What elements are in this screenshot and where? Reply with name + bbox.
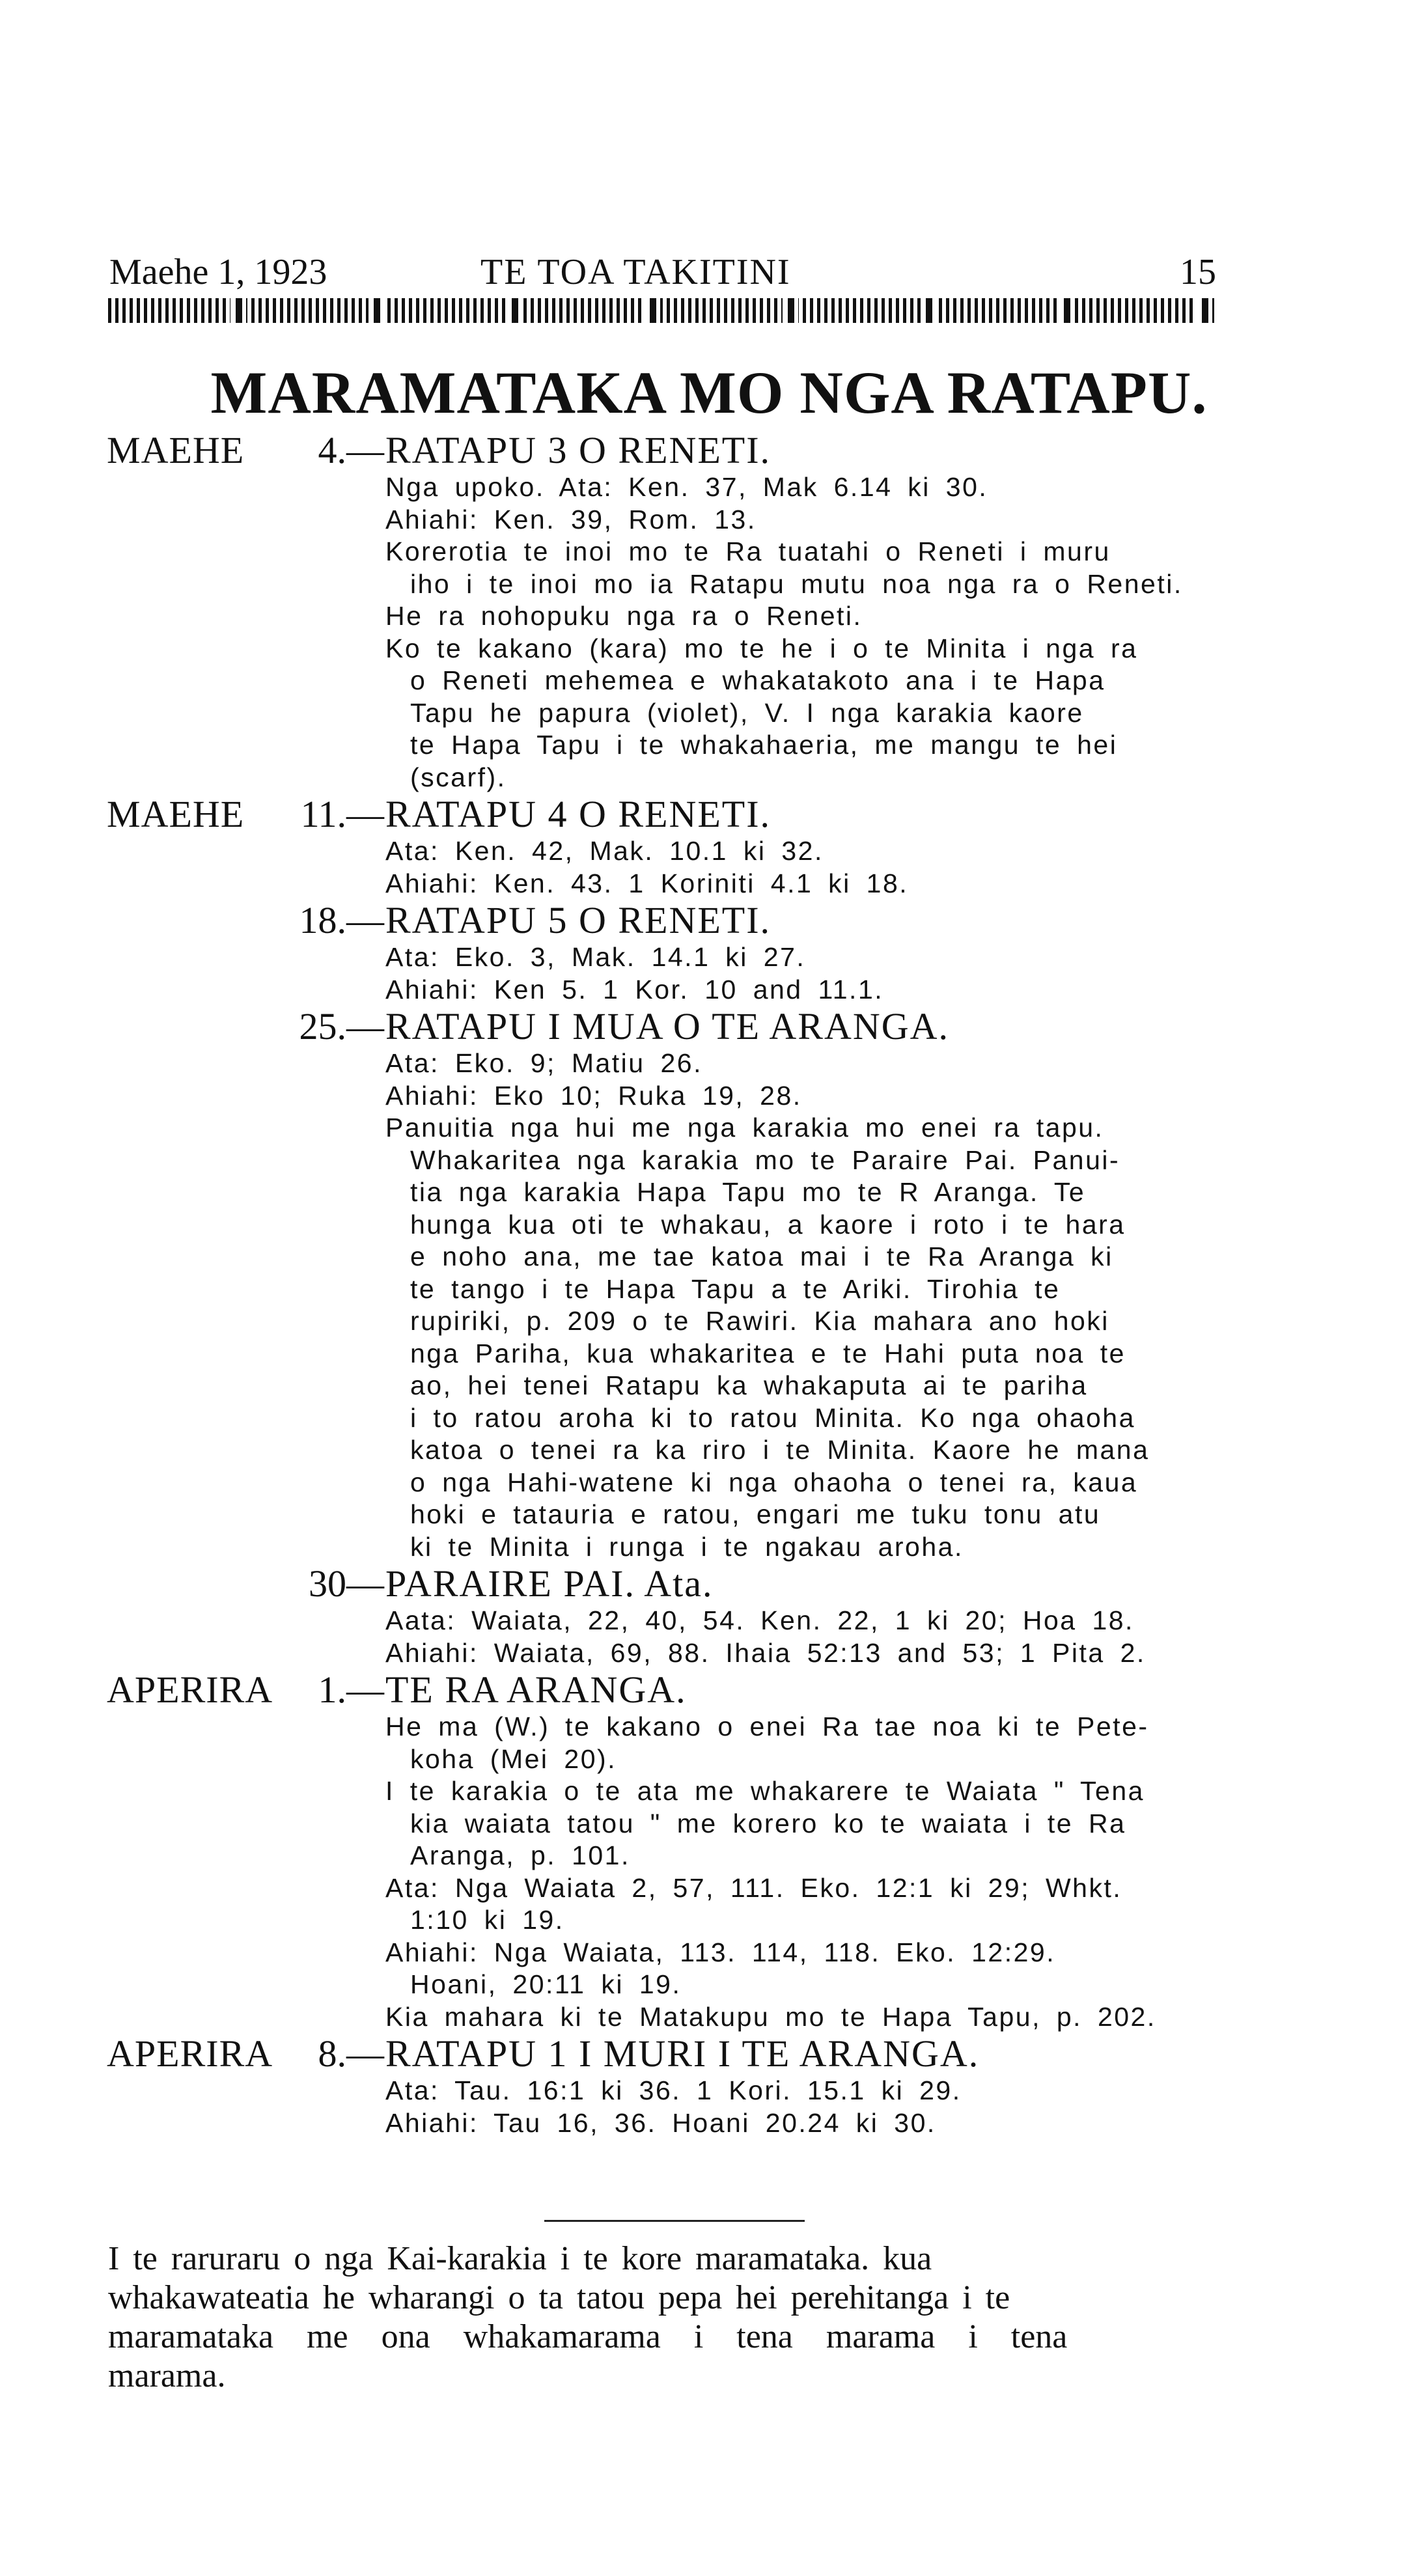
reading-line: Ata: Nga Waiata 2, 57, 111. Eko. 12:1 ki 29; Whkt. [385,1872,1122,1903]
calendar-entry [0,2033,1418,2139]
entry-readings [0,471,1418,794]
entry-heading [0,430,1418,471]
reading-line: Ahiahi: Tau 16, 36. Hoani 20.24 ki 30. [385,2107,936,2138]
entry-readings [0,1605,1418,1669]
reading-line: Ahiahi: Ken. 39, Rom. 13. [385,504,757,534]
entry-month: APERIRA [107,2032,273,2075]
reading-line: Whakaritea nga karakia mo te Paraire Pai. Panui- [410,1144,1120,1175]
entry-heading [0,1563,1418,1605]
entry-month: MAEHE [107,793,245,835]
reading-line: iho i te inoi mo ia Ratapu mutu noa nga ra o Reneti. [410,568,1183,599]
reading-line: Ahiahi: Ken. 43. 1 Koriniti 4.1 ki 18. [385,868,909,898]
entry-heading [0,794,1418,835]
reading-line: rupiriki, p. 209 o te Rawiri. Kia mahara ano hoki [410,1306,1109,1336]
closing-line: marama. [108,2357,226,2394]
reading-line: 1:10 ki 19. [410,1905,564,1935]
reading-line: Ata: Tau. 16:1 ki 36. 1 Kori. 15.1 ki 29. [385,2075,962,2105]
reading-line: Kia mahara ki te Matakupu mo te Hapa Tapu, p. 202. [385,2001,1156,2032]
calendar-entry [0,1563,1418,1669]
reading-line: Ahiahi: Eko 10; Ruka 19, 28. [385,1080,802,1111]
reading-line: Ahiahi: Ken 5. 1 Kor. 10 and 11.1. [385,974,884,1004]
entry-date: 30— [309,1562,384,1605]
reading-line: He ra nohopuku nga ra o Reneti. [385,601,863,631]
entry-readings [0,941,1418,1006]
reading-line: Nga upoko. Ata: Ken. 37, Mak 6.14 ki 30. [385,472,988,502]
reading-line: nga Pariha, kua whakaritea e te Hahi puta noa te [410,1338,1126,1368]
reading-line: He ma (W.) te kakano o enei Ra tae noa ki te Pete- [385,1711,1149,1741]
entry-month: MAEHE [107,429,245,471]
entry-title: RATAPU I MUA O TE ARANGA. [385,1005,950,1047]
reading-line: te Hapa Tapu i te whakahaeria, me mangu te hei [410,730,1118,760]
reading-line: kia waiata tatou " me korero ko te waiata i te Ra [410,1808,1126,1838]
calendar-entries [0,430,1418,2139]
entry-title: TE RA ARANGA. [385,1669,687,1711]
page-title: MARAMATAKA MO NGA RATAPU. [210,359,1208,426]
issue-date: Maehe 1, 1923 [109,252,327,292]
reading-line: te tango i te Hapa Tapu a te Ariki. Tirohia te [410,1273,1061,1304]
reading-line: Aranga, p. 101. [410,1840,630,1870]
entry-readings [0,1711,1418,2033]
reading-line: Aata: Waiata, 22, 40, 54. Ken. 22, 1 ki 20; Hoa 18. [385,1605,1134,1635]
reading-line: koha (Mei 20). [410,1743,617,1774]
entry-heading [0,900,1418,941]
entry-date: 25.— [299,1005,384,1047]
reading-line: ki te Minita i runga i te ngakau aroha. [410,1531,964,1562]
entry-readings [0,1047,1418,1563]
reading-line: ao, hei tenei Ratapu ka whakaputa ai te pariha [410,1370,1088,1400]
entry-readings [0,835,1418,900]
calendar-entry [0,900,1418,1006]
reading-line: Ahiahi: Waiata, 69, 88. Ihaia 52:13 and 53; 1 Pita 2. [385,1637,1146,1668]
reading-line: o Reneti mehemea e whakatakoto ana i te Hapa [410,665,1105,695]
closing-line: I te raruraru o nga Kai-karakia i te kore maramataka. kua [108,2240,932,2277]
entry-date: 18.— [299,899,384,941]
entry-month: APERIRA [107,1669,273,1711]
reading-line: hunga kua oti te whakau, a kaore i roto i te hara [410,1209,1126,1240]
entry-title: RATAPU 3 O RENETI. [385,429,772,471]
reading-line: i to ratou aroha ki to ratou Minita. Ko nga ohaoha [410,1402,1135,1433]
calendar-entry [0,1669,1418,2033]
reading-line: Hoani, 20:11 ki 19. [410,1969,682,1999]
reading-line: Ko te kakano (kara) mo te he i o te Minita i nga ra [385,633,1138,663]
reading-line: Ata: Eko. 3, Mak. 14.1 ki 27. [385,942,806,972]
publication-title: TE TOA TAKITINI [480,252,791,292]
entry-heading [0,2033,1418,2075]
reading-line: o nga Hahi-watene ki nga ohaoha o tenei ra, kaua [410,1467,1138,1497]
reading-line: Panuitia nga hui me nga karakia mo enei ra tapu. [385,1113,1104,1143]
section-divider [544,2220,805,2222]
page-number: 15 [1180,252,1216,292]
entry-readings [0,2075,1418,2139]
reading-line: e noho ana, me tae katoa mai i te Ra Aranga ki [410,1241,1113,1271]
entry-title: RATAPU 4 O RENETI. [385,793,772,835]
entry-title: RATAPU 1 I MURI I TE ARANGA. [385,2032,980,2075]
ornamental-border [108,298,1217,323]
entry-date: 1.— [318,1669,384,1711]
reading-line: katoa o tenei ra ka riro i te Minita. Kaore he mana [410,1435,1150,1465]
entry-date: 4.— [318,429,384,471]
entry-title: PARAIRE PAI. Ata. [385,1562,714,1605]
entry-date: 11.— [300,793,384,835]
reading-line: Ata: Ken. 42, Mak. 10.1 ki 32. [385,836,824,866]
entry-title: RATAPU 5 O RENETI. [385,899,772,941]
entry-date: 8.— [318,2032,384,2075]
reading-line: Ata: Eko. 9; Matiu 26. [385,1048,702,1078]
calendar-entry [0,1006,1418,1563]
calendar-entry [0,430,1418,794]
reading-line: I te karakia o te ata me whakarere te Waiata " Tena [385,1776,1145,1806]
closing-line: whakawateatia he wharangi o ta tatou pepa hei perehitanga i te [108,2279,1010,2316]
calendar-entry [0,794,1418,900]
running-head [109,251,1216,293]
reading-line: hoki e tatauria e ratou, engari me tuku tonu atu [410,1499,1101,1529]
reading-line: Korerotia te inoi mo te Ra tuatahi o Reneti i muru [385,536,1111,566]
closing-paragraph [108,2239,1215,2396]
reading-line: Ahiahi: Nga Waiata, 113. 114, 118. Eko. 12:29. [385,1937,1056,1967]
entry-heading [0,1669,1418,1711]
reading-line: (scarf). [410,762,507,792]
reading-line: Tapu he papura (violet), V. I nga karakia kaore [410,697,1084,728]
closing-line: maramataka me ona whakamarama i tena marama i tena [108,2318,1068,2355]
reading-line: tia nga karakia Hapa Tapu mo te R Aranga. Te [410,1177,1086,1207]
entry-heading [0,1006,1418,1047]
